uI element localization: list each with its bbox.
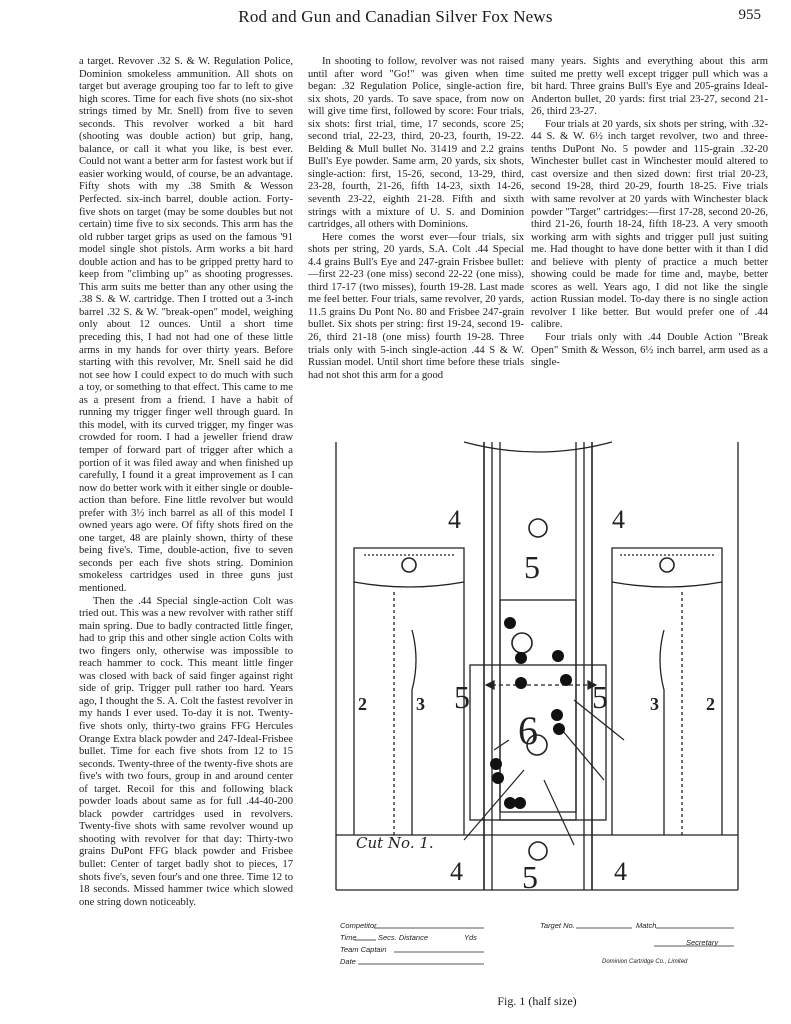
paragraph: a target. Revover .32 S. & W. Regulation Police, Dominion smokeless ammunition. All shots on target but average grouping too far to left to give high scores. Time for each five shots (no six-shot strings timed by Mr. Snell) from five to seven seconds. This revolver worked a bit hard (shooting was double action) but grip, hang, balance, or call it what you like, is best ever. Could not want a better arm for fastest work but if easier working would, of course, be an advantage. Fifty shots with my .38 Smith & Wesson Perfected. six-inch barrel, double action. Forty-five shots on target (may be some doubles but not certain) time five to six seconds. This arm has the old rubber target grips as used on the famous '91 model single shot pistols. Arm works a bit hard double action and has to be gripped pretty hard to keep from "climbing up" as shooting progresses. This arm suits me better than any other using the .38 S. & W. cartridge. Then I trotted out a 3-inch barrel .32 S. & W. "break-open" model, weighing only about 12 ounces. Until a short time preceding this, I had not had one of these little arms in my hands for over thirty years. Before starting with this revolver, Mr. Snell said he did not see how I could expect to do much with such a toy, or something to that effect. This came to me as a present from a friend. I have a habit of running my trigger finger well through guard. In this model, with its curved trigger, my finger was crowded for room. I had a jeweller friend draw temper of forward part of trigger after which a portion of it was filed away and when finished up carefully, I found it a great improvement as I can now do better work with it either single or double-action than before. Fine little revolver but would prefer with 3½ inch barrel as all of this model I owned years ago were. Of fifty shots fired on the one target, 48 are plainly shown, thirty of these being five's. Time, double-action, five to seven seconds per each five shots string. Dominion smokeless cartridges used in three guns just mentioned.	[79, 56, 293, 594]
target-figure	[334, 440, 740, 985]
ring-label: 4	[450, 857, 463, 886]
ring-label: 4	[612, 505, 625, 534]
form-label-team-captain: Team Captain	[340, 945, 387, 954]
ring-label: 3	[416, 694, 425, 714]
paragraph: Four trials only with .44 Double Action "Break Open" Smith & Wesson, 6½ inch barrel, arm used as a single-	[531, 332, 768, 369]
button-pocket-right	[660, 558, 674, 572]
form-label-secs-distance: Secs. Distance	[378, 933, 429, 942]
paragraph: many years. Sights and everything about this arm suited me pretty well except trigger pull which was a bit hard. Three grains Bull's Eye and 205-grains Ideal-Anderton bullet, 20 yards: first trial 23-27, second 21-26, third 23-27.	[531, 56, 768, 118]
shot-hole	[504, 617, 516, 629]
button-4	[529, 842, 547, 860]
paragraph: Then the .44 Special single-action Colt was tried out. This was a new revolver with rather stiff main spring. Due to badly contracted little finger, had to grip this and other single action Colts with two fingers only, otherwise was impossible to reach hammer to cock. This meant little finger was closed with back of said finger against right side of grip. Trigger pull rather too hard. Years ago, I thought the S. A. Colt the fastest revolver in my hands I ever used. To-day it is not. Twenty-five shots only, thirty-two grains FFG Hercules Orange Extra black powder and 247-Ideal-Frisbee bullet. Time for each five shots from 12 to 15 seconds. Twenty-three of the twenty-five shots are five's with two fours, group in and around center of target. Recoil for this and following black powder loads about same as for full .44-40-200 black powder cartridges used in revolvers. Twenty-five shots with same revolver wound up shooting with revolver for that day: Thirty-two grains DuPont FFG black powder and Frisbee bullet: Center of target badly shot to pieces, 17 shots five's, seven four's and one three. Time 12 to 18 seconds. Missed hammer twice which slowed one string down noticeably.	[79, 595, 293, 908]
ring-label: 4	[614, 857, 627, 886]
paragraph: In shooting to follow, revolver was not raised until after word "Go!" was given when time began: .32 Regulation Police, single-action fire, six shots, 20 yards. To save space, from now on will give time first, followed by score: Four trials, six shots: first trial, time, 17 seconds, score 25; second trial, 22-23, third, 20-23, fourth, 19-22. Belding & Mull bullet No. 31419 and 2.2 grains Bull's Eye powder. Same arm, 20 yards, six shots, single-action: first, 15-26, second, 13-29, third, 23-28, fourth, 21-26, fifth 14-23, sixth 14-26, seventh 23-22, eighth 21-28. Fifth and sixth strings with a mixture of U. S. and Dominion cartridges, all others with Dominions.	[308, 56, 524, 231]
button-2	[512, 633, 532, 653]
ring-label: 5	[524, 549, 540, 585]
form-label-time: Time	[340, 933, 357, 942]
page-number: 955	[738, 7, 761, 23]
button-1	[529, 519, 547, 537]
figure-caption: Fig. 1 (half size)	[497, 994, 577, 1008]
button-pocket-left	[402, 558, 416, 572]
form-label-match: Match	[636, 921, 657, 930]
shot-hole	[514, 797, 526, 809]
ring-label: 4	[448, 505, 461, 534]
ring-label: 5	[522, 859, 538, 895]
ring-label: 2	[358, 694, 367, 714]
ring-label: 5	[592, 679, 608, 715]
shot-hole	[552, 650, 564, 662]
article-column-1	[79, 56, 293, 1008]
paragraph: Four trials at 20 yards, six shots per string, with .32-44 S. & W. 6½ inch target revolver, two and three-tenths DuPont No. 5 powder and 115-grain .32-20 Winchester bullet cast in Winchester mould altered to cast oversize and then sized down: first trial 20-23, second 19-28, third 20-29, fourth 18-25. Five trials with same revolver at 20 yards with Winchester black powder "Target" cartridges:—first 17-28, second 20-26, third 21-26, fourth 18-24, fifth 18-23. A very smooth working arm with sights and trigger pull just suiting me. Had thought to have done better with it than I did and believe with plenty of practice a much better showing could be made for time and, maybe, better scores as well. Years ago, I did not like the single action Russian model. To-day there is no single action revolver I like better. But would prefer one of .44 calibre.	[531, 118, 768, 331]
paragraph: Here comes the worst ever—four trials, six shots per string, 20 yards, S.A. Colt .44 Special 4.4 grains Bull's Eye and 247-grain Frisbee bullet:—first 22-23 (one miss) second 22-22 (one miss), third 17-17 (two misses), fourth 19-28. Last made me feel better. Four trials, same revolver, 20 yards, 11.5 grains Du Pont No. 80 and Frisbee 247-grain bullet. Six shots per string: first 19-24, second 19-26, third 21-18 (one miss) fourth 19-28. Three trials only with 5-inch single-action .44 S & W. Russian model. Until short time before these trials had not shot this arm for a good	[308, 231, 524, 381]
ring-label: 6	[518, 708, 538, 753]
shot-hole	[490, 758, 502, 770]
shot-hole	[553, 723, 565, 735]
form-label-secretary: Secretary	[686, 938, 719, 947]
ring-label: 3	[650, 694, 659, 714]
shot-hole	[515, 652, 527, 664]
article-column-2	[308, 56, 524, 436]
shot-hole	[492, 772, 504, 784]
form-label-target-no: Target No.	[540, 921, 575, 930]
shot-hole	[560, 674, 572, 686]
form-label-yds: Yds	[464, 933, 477, 942]
running-header-title: Rod and Gun and Canadian Silver Fox News	[238, 7, 553, 26]
shot-hole	[515, 677, 527, 689]
form-label-competitor: Competitor	[340, 921, 377, 930]
ring-label: 2	[706, 694, 715, 714]
form-label-date: Date	[340, 957, 356, 966]
form-label-company: Dominion Cartridge Co., Limited	[602, 959, 688, 965]
cut-label: Cut No. 1.	[356, 834, 434, 852]
ring-label: 5	[454, 679, 470, 715]
article-column-3	[531, 56, 768, 436]
shot-hole	[551, 709, 563, 721]
